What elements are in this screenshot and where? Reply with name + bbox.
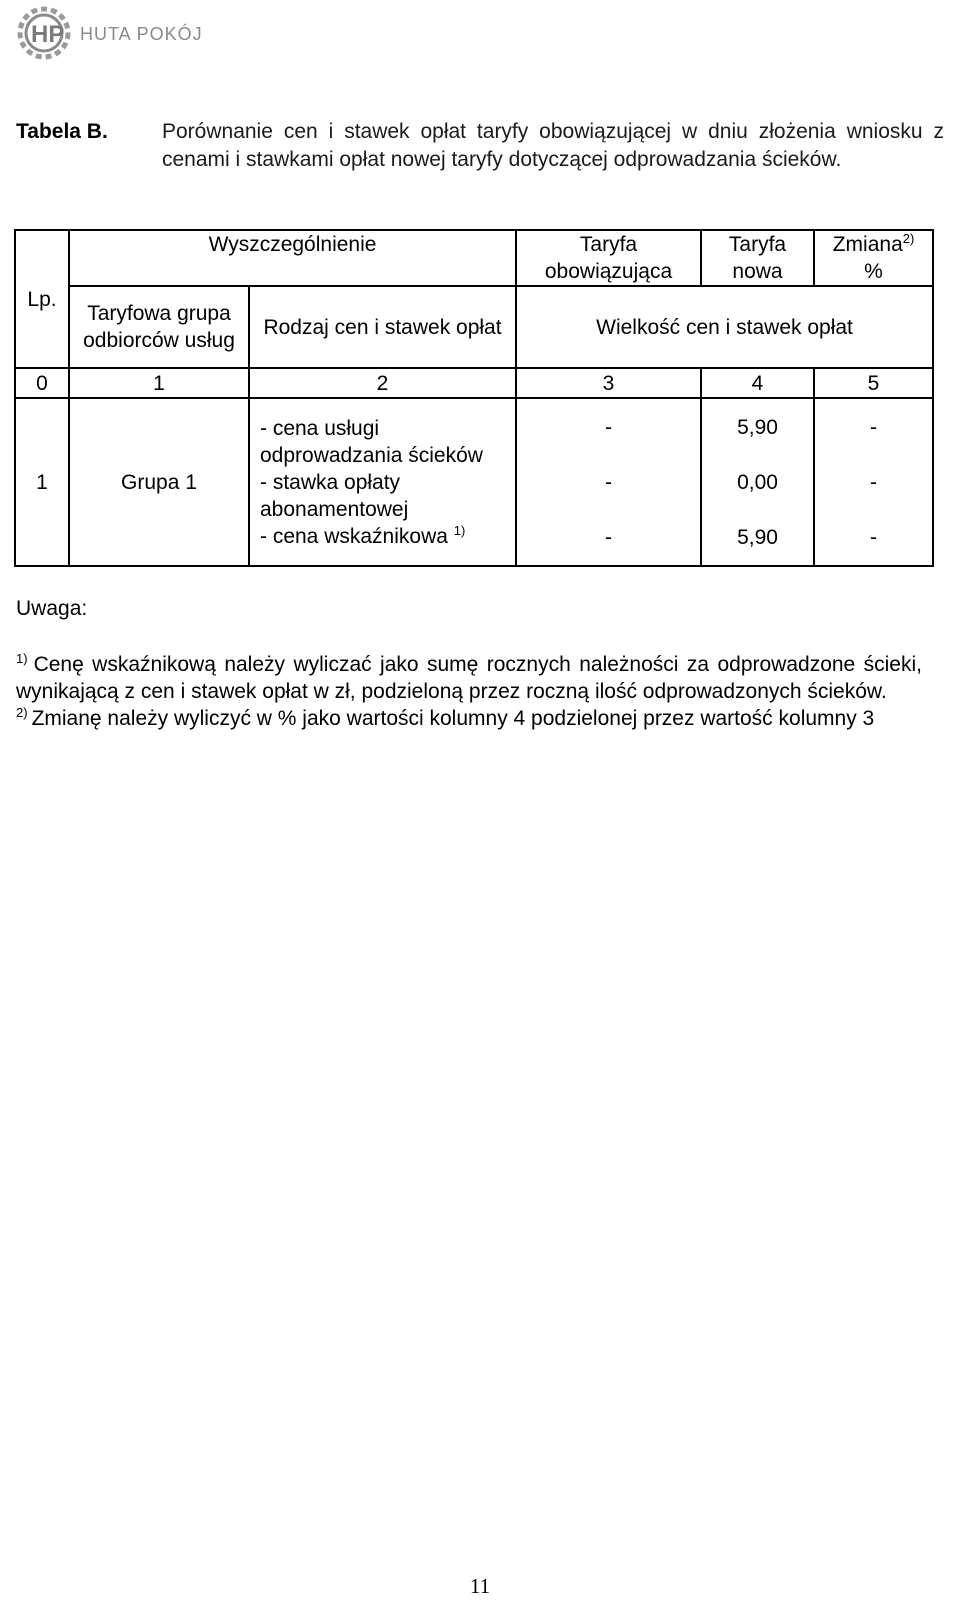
footnote-2-text: Zmianę należy wyliczyć w % jako wartości kolumny 4 podzielonej przez wartość kolumny 3 (31, 707, 875, 730)
col5-value: - (870, 415, 878, 439)
footnote-1-text: Cenę wskaźnikową należy wyliczać jako sumę rocznych należności za odprowadzone ścieki, wynikającą z cen i stawek opłat w zł, podzieloną przez roczną ilość odprowadzonych ścieków. (16, 653, 922, 703)
company-logo (14, 4, 203, 62)
row-lp: 1 (15, 398, 69, 566)
footnote-1 (16, 651, 922, 705)
row-desc-3: - cena wskaźnikowa (260, 524, 448, 548)
col4-value: 0,00 (737, 470, 778, 494)
row-desc-3-wrap (260, 523, 511, 550)
caption-text: Porównanie cen i stawek opłat taryfy obowiązującej w dniu złożenia wniosku z cenami i stawkami opłat nowej taryfy dotyczącej odprowadzania ścieków. (162, 120, 944, 171)
col-number-1: 1 (69, 368, 249, 398)
row-desc-2: - stawka opłaty abonamentowej (260, 470, 409, 521)
col-number-2: 2 (249, 368, 516, 398)
header-zmiana (814, 230, 933, 286)
col-number-4: 4 (701, 368, 814, 398)
header-wielkosc: Wielkość cen i stawek opłat (516, 286, 933, 368)
svg-text:HP: HP (31, 21, 65, 48)
header-taryfa-obowiazujaca: Taryfa obowiązująca (516, 230, 701, 286)
caption-label: Tabela B. (16, 120, 108, 143)
col5-value: - (870, 470, 878, 494)
header-rodzaj: Rodzaj cen i stawek opłat (249, 286, 516, 368)
col3-value: - (605, 470, 613, 494)
row-grupa: Grupa 1 (69, 398, 249, 566)
row-desc-3-footnote: 1) (453, 522, 466, 538)
footnote-1-marker: 1) (16, 651, 28, 666)
row-col5 (814, 398, 933, 566)
row-col3 (516, 398, 701, 566)
page-number: 11 (469, 1574, 491, 1598)
footnotes (16, 651, 922, 732)
logo-brand-text: HUTA POKÓJ (80, 23, 203, 44)
header-wyszczegolnienie: Wyszczególnienie (69, 230, 516, 286)
row-desc-1: - cena usługi odprowadzania ścieków (260, 416, 483, 467)
header-lp: Lp. (15, 230, 69, 368)
col4-value: 5,90 (737, 415, 778, 439)
col4-value: 5,90 (737, 525, 778, 549)
col3-value: - (605, 525, 613, 549)
row-col4 (701, 398, 814, 566)
header-zmiana-label: Zmiana (832, 233, 903, 256)
footnote-2-marker: 2) (16, 705, 28, 720)
table-row (15, 398, 933, 566)
col3-value: - (605, 415, 613, 439)
header-zmiana-unit: % (864, 260, 883, 283)
col-number-5: 5 (814, 368, 933, 398)
col-number-0: 0 (15, 368, 69, 398)
header-taryfa-nowa: Taryfa nowa (701, 230, 814, 286)
header-zmiana-footnote: 2) (902, 231, 915, 246)
gear-logo-icon (14, 4, 78, 62)
uwaga-label: Uwaga: (16, 597, 88, 620)
col-number-3: 3 (516, 368, 701, 398)
tariff-comparison-table (14, 229, 934, 567)
row-rodzaj (249, 398, 516, 566)
col5-value: - (870, 525, 878, 549)
footnote-2 (16, 705, 922, 732)
header-grupa: Taryfowa grupa odbiorców usług (69, 286, 249, 368)
